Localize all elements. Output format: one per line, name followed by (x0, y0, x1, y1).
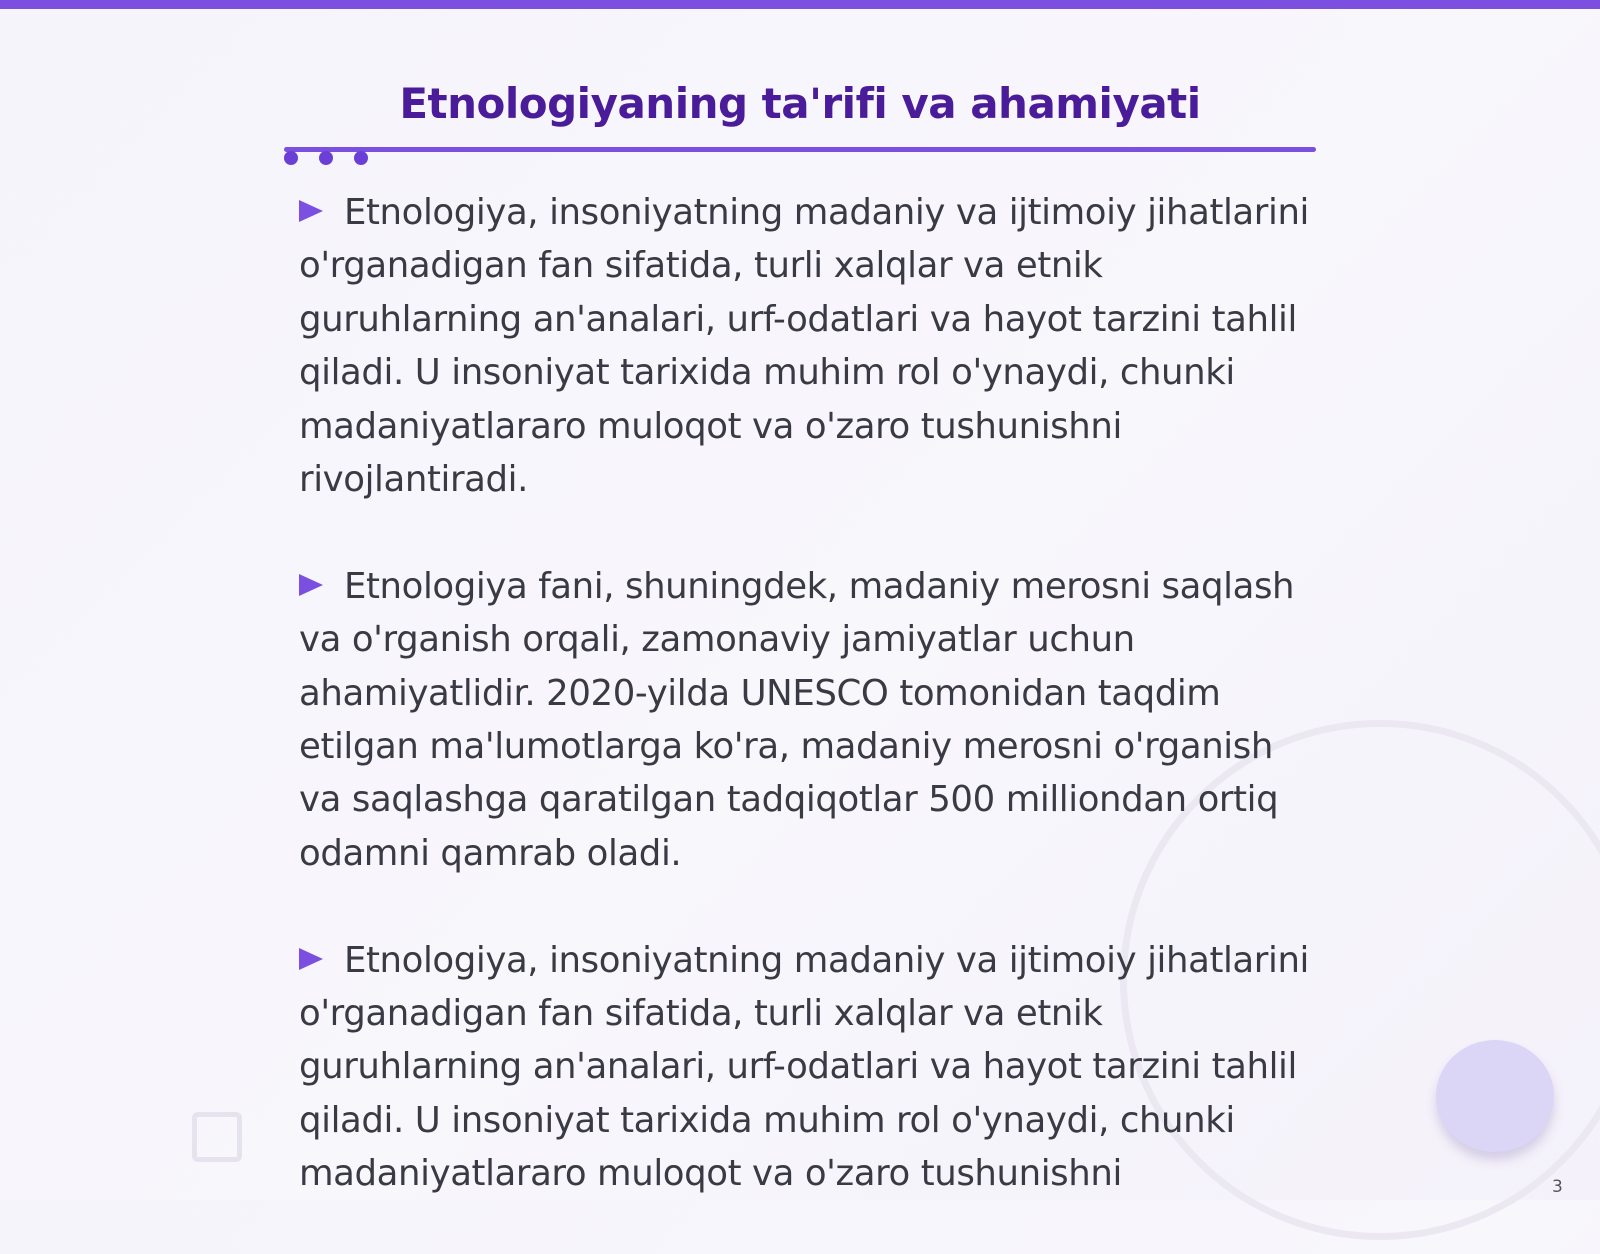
paragraph-text: Etnologiya fani, shuningdek, madaniy merosni saqlash va o'rganish orqali, zamonaviy jamiyatlar uchun ahamiyatlidir. 2020-yilda UNESCO tomonidan taqdim etilgan ma'lumotlarga ko'ra, madaniy merosni o'rganish va saqlashga qaratilgan tadqiqotlar 500 milliondan ortiq odamni qamrab oladi. (299, 565, 1295, 874)
triangle-right-icon (299, 574, 323, 596)
slide-title: Etnologiyaning ta'rifi va ahamiyati (399, 79, 1201, 128)
decorative-square (192, 1112, 242, 1162)
dot (284, 151, 298, 165)
decorative-circle (1436, 1040, 1554, 1152)
slide-content (299, 186, 1309, 1254)
bullet-paragraph (299, 560, 1309, 880)
bullet-paragraph (299, 934, 1309, 1201)
title-underline (284, 147, 1316, 152)
dot (354, 151, 368, 165)
top-accent-bar (0, 0, 1600, 9)
bullet-paragraph (299, 186, 1309, 506)
title-dots (284, 151, 374, 167)
triangle-right-icon (299, 200, 323, 222)
page-number: 3 (1552, 1177, 1563, 1197)
paragraph-text: Etnologiya, insoniyatning madaniy va ijtimoiy jihatlarini o'rganadigan fan sifatida, turli xalqlar va etnik guruhlarning an'analari, urf-odatlari va hayot tarzini tahlil qiladi. U insoniyat tarixida muhim rol o'ynaydi, chunki madaniyatlararo muloqot va o'zaro tushunishni (299, 939, 1310, 1195)
triangle-right-icon (299, 948, 323, 970)
paragraph-text: Etnologiya, insoniyatning madaniy va ijtimoiy jihatlarini o'rganadigan fan sifatida, turli xalqlar va etnik guruhlarning an'analari, urf-odatlari va hayot tarzini tahlil qiladi. U insoniyat tarixida muhim rol o'ynaydi, chunki madaniyatlararo muloqot va o'zaro tushunishni rivojlantiradi. (299, 192, 1310, 501)
dot (319, 151, 333, 165)
